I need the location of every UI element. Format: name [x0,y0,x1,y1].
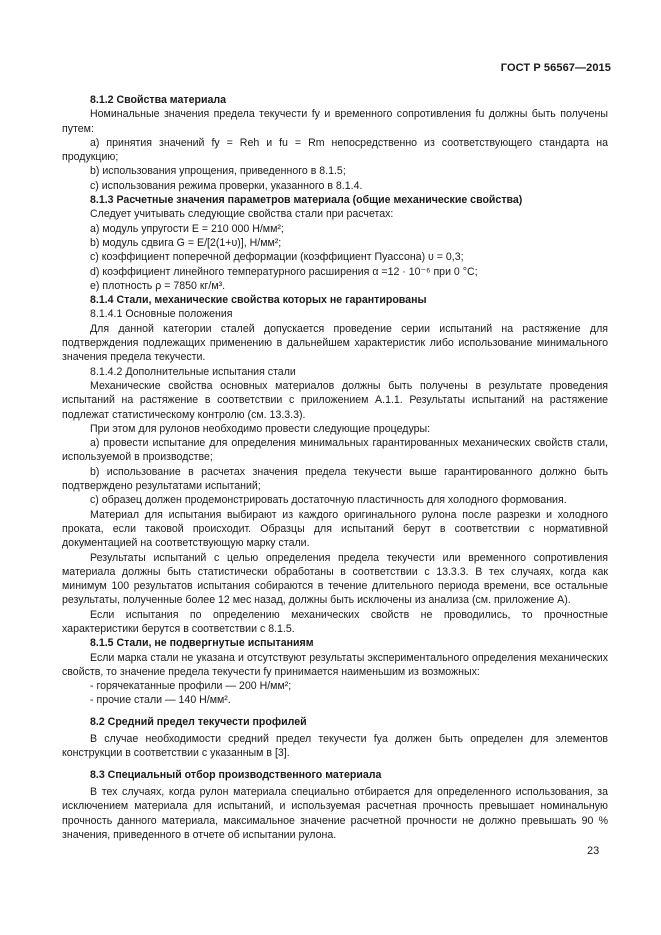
paragraph: Номинальные значения предела текучести fy и временного сопротивления fu должны быть получены путем: [62,108,608,135]
paragraph: Механические свойства основных материалов должны быть получены в результате проведения испытаний на растяжение в соответствии с приложением А.1.1. Результаты испытаний на растяжение подлежат статистическому контролю (см. 13.3.3). [62,379,608,421]
paragraph: Если испытания по определению механических свойств не проводились, то прочностные характеристики берутся в соответствии с 8.1.5. [62,608,608,635]
section-heading: 8.3 Специальный отбор производственного материала [90,768,382,781]
paragraph: Материал для испытания выбирают из каждого оригинального рулона после разрезки и холодного проката, если таковой происходит. Образцы для испытаний берут в соответствии с нормативной документацией на соответствующую марку стали. [62,508,608,550]
paragraph: Следует учитывать следующие свойства стали при расчетах: [90,208,394,221]
section-heading: 8.1.2 Свойства материала [90,94,226,106]
section-heading: 8.1.4 Стали, механические свойства которых не гарантированы [90,294,427,307]
paragraph: Результаты испытаний с целью определения предела текучести или временного сопротивления материала должны быть статистически обработаны в соответствии с 13.3.3. В тех случаях, когда как минимум 100 результатов испытания собираются в течение длительного периода времени, все остальные результаты, полученные более 12 мес назад, должны быть исключены из анализа (см. приложение А). [62,551,608,607]
document-body [62,93,608,842]
paragraph: В тех случаях, когда рулон материала специально отбирается для определенного использования, за исключением материала для испытаний, и используемая расчетная прочность превышает номинальную прочность данного материала, максимальное значение расчетной прочности не должно превышать 90 % значения, приведенного в отчете об испытании рулона. [62,785,608,841]
paragraph: b) использование в расчетах значения предела текучести выше гарантированного должно быть подтверждено результатами испытаний; [62,465,608,493]
paragraph: Для данной категории сталей допускается проведение серии испытаний на растяжение для подтверждения подлежащих применению в дальнейшем характеристик либо использование минимального значения предела текучести. [62,322,608,364]
paragraph: 8.1.4.1 Основные положения [90,308,233,321]
page-number: 23 [587,845,600,857]
paragraph: - прочие стали — 140 Н/мм². [90,694,231,707]
paragraph: а) провести испытание для определения минимальных гарантированных механических свойств стали, используемой в производстве; [62,437,608,464]
paragraph: а) модуль упругости E = 210 000 Н/мм²; [90,222,284,235]
paragraph: d) коэффициент линейного температурного расширения α =12 · 10⁻⁶ при 0 °С; [90,265,478,278]
paragraph: - горячекатанные профили — 200 Н/мм²; [90,680,292,693]
paragraph: b) модуль сдвига G = E/[2(1+υ)], Н/мм²; [90,236,282,249]
section-heading: 8.1.3 Расчетные значения параметров материала (общие механические свойства) [90,194,523,207]
paragraph: е) плотность ρ = 7850 кг/м³. [90,279,226,292]
paragraph: а) принятия значений fy = Reh и fu = Rm непосредственно из соответствующего стандарта на продукцию; [62,136,608,164]
paragraph: 8.1.4.2 Дополнительные испытания стали [90,365,296,378]
paragraph: В случае необходимости средний предел текучести fya должен быть определен для элементов конструкции в соответствии с указанным в [3]. [62,733,608,760]
section-heading: 8.2 Средний предел текучести профилей [90,715,307,728]
paragraph: с) использования режима проверки, указанного в 8.1.4. [90,179,363,192]
section-heading: 8.1.5 Стали, не подвергнутые испытаниям [90,637,314,650]
paragraph: Если марка стали не указана и отсутствуют результаты экспериментального определения механических свойств, то значение предела текучести fy принимается наименьшим из возможных: [62,651,608,678]
paragraph: При этом для рулонов необходимо провести следующие процедуры: [90,422,431,435]
paragraph: с) образец должен продемонстрировать достаточную пластичность для холодного формования. [90,494,567,507]
paragraph: b) использования упрощения, приведенного в 8.1.5; [90,165,346,178]
document-code: ГОСТ Р 56567—2015 [500,62,611,74]
paragraph: с) коэффициент поперечной деформации (коэффициент Пуассона) υ = 0,3; [90,251,464,264]
